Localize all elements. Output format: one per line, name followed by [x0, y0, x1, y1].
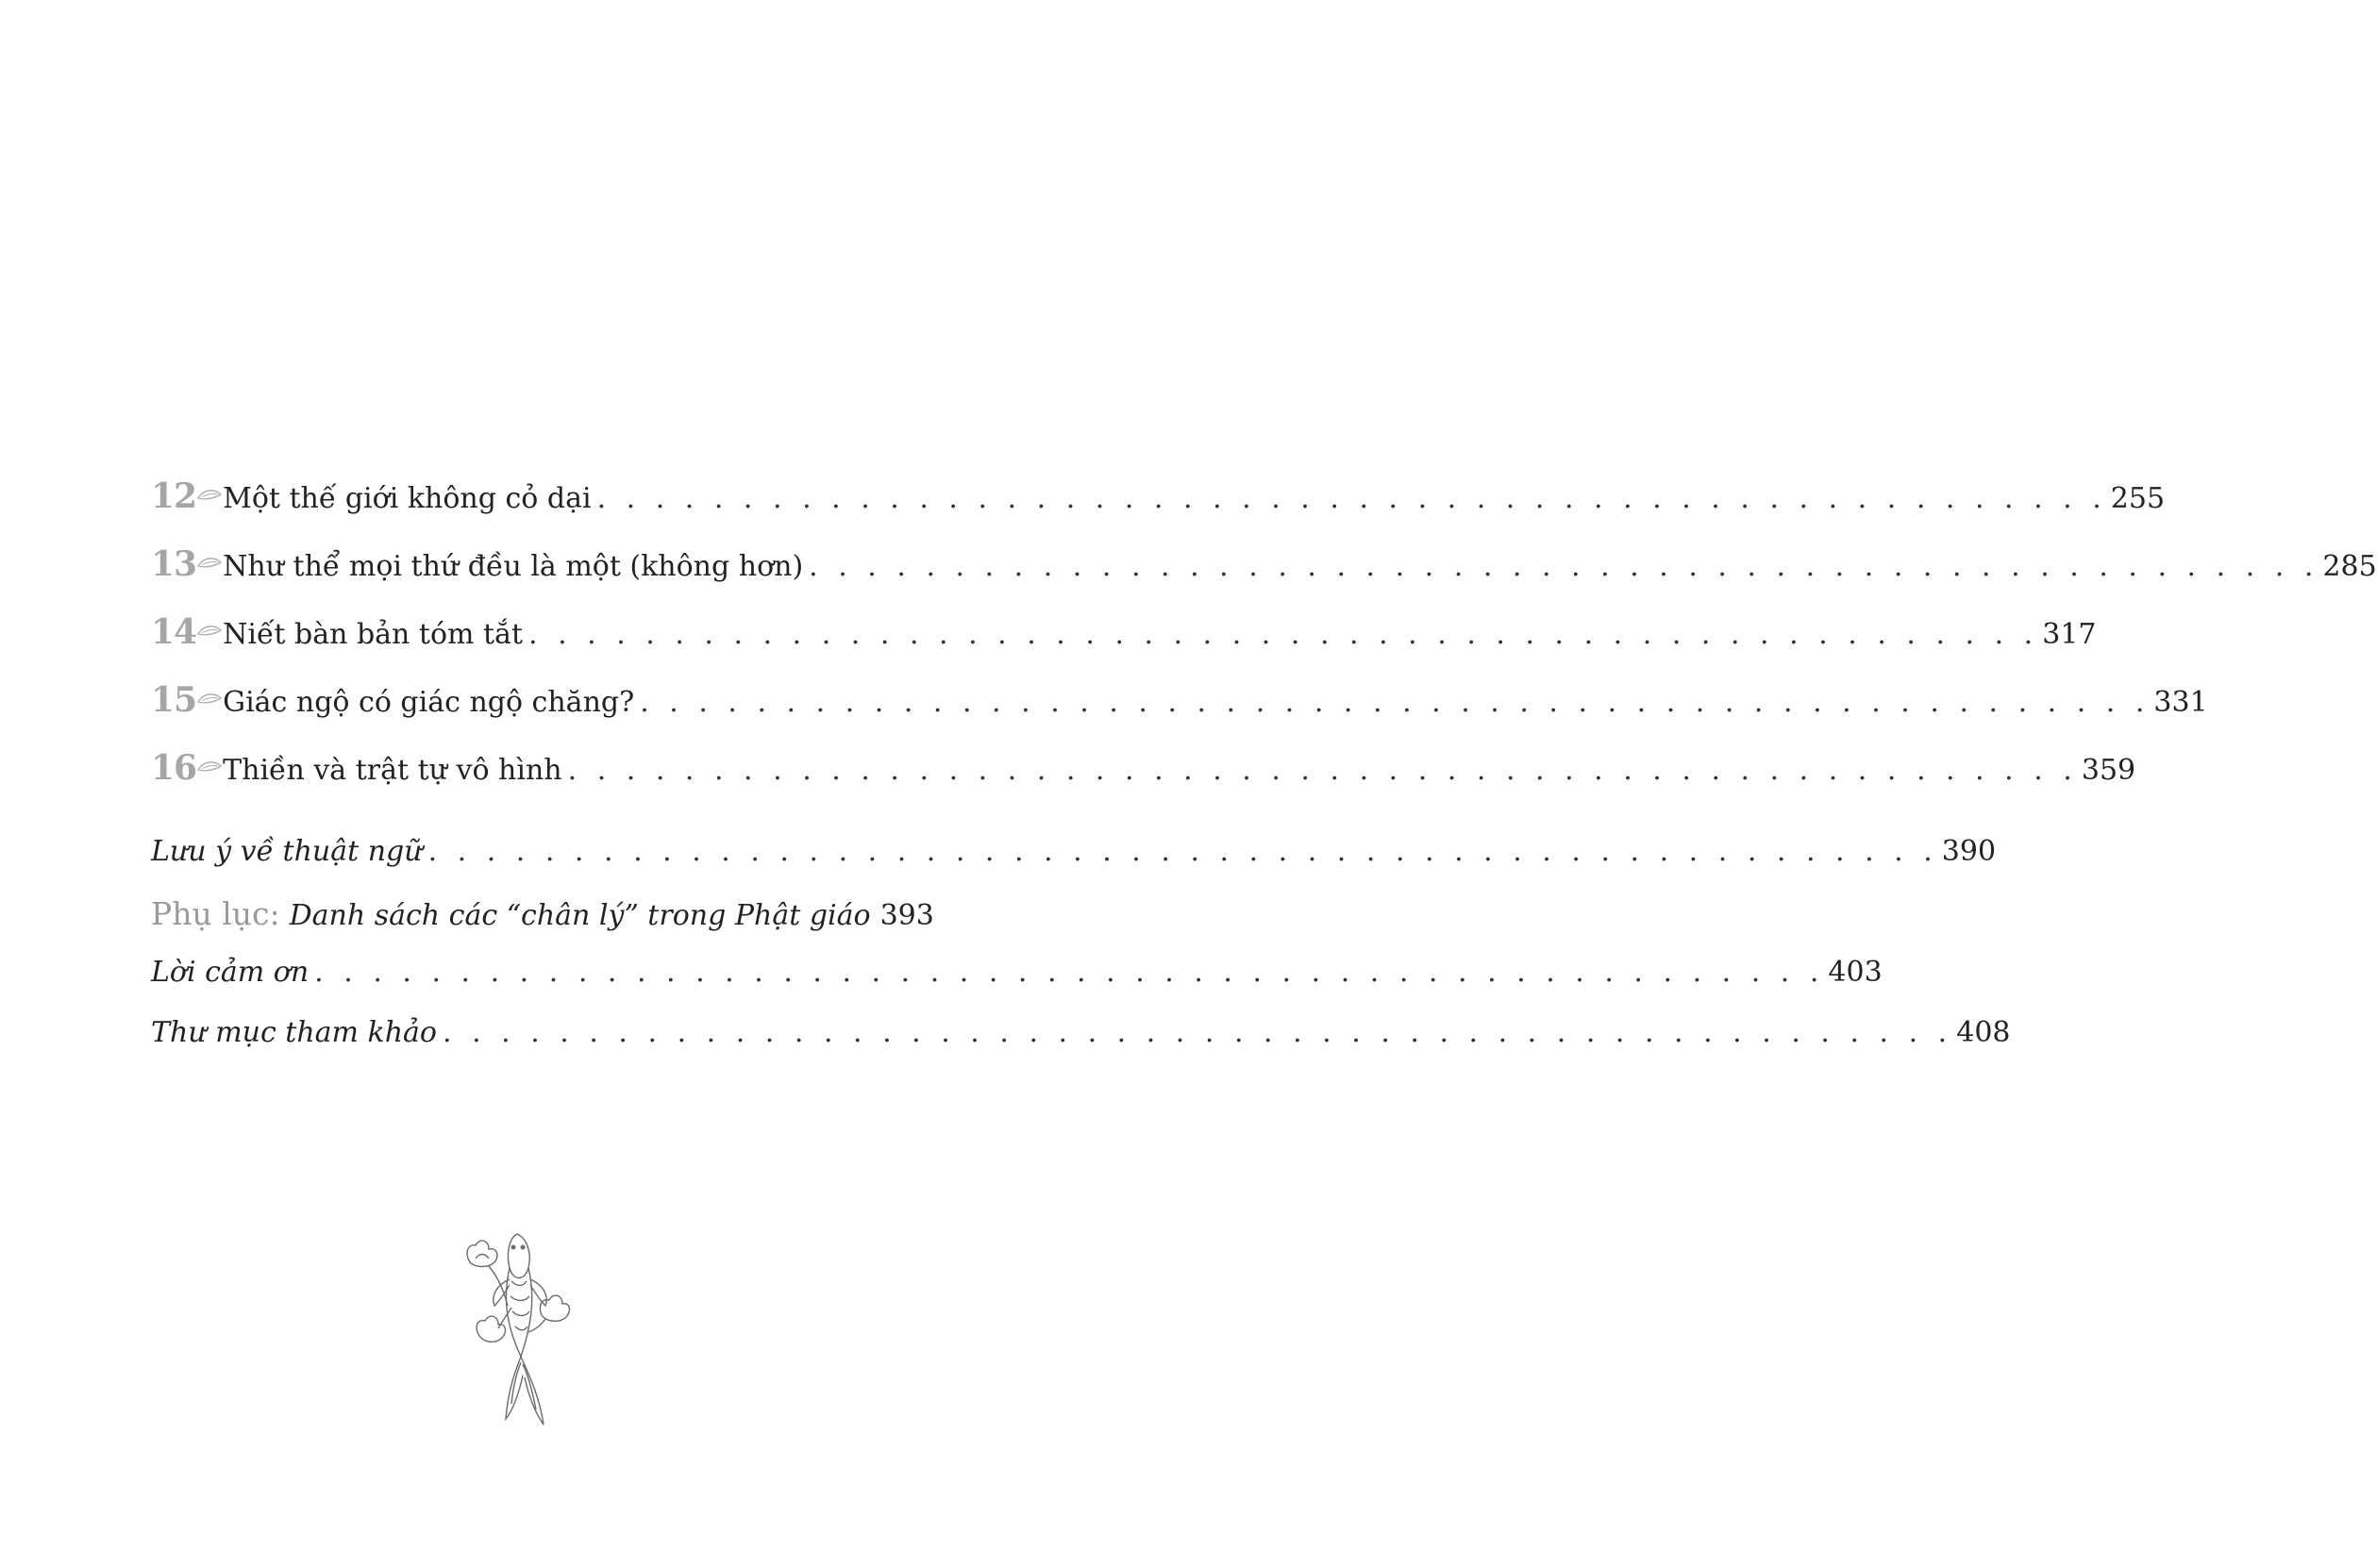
chapter-title: Giác ngộ có giác ngộ chăng?: [223, 686, 635, 719]
chapter-number: 15: [151, 680, 197, 720]
appendix-prefix: Phụ lục:: [151, 895, 280, 932]
toc-entry-terminology-note[interactable]: [151, 835, 1997, 895]
page-number: 285: [2322, 550, 2377, 583]
chapter-title: Niết bàn bản tóm tắt: [223, 618, 523, 651]
page-number: 390: [1941, 835, 1997, 868]
page-number: 359: [2081, 754, 2136, 787]
chapter-title: Một thế giới không cỏ dại: [223, 482, 592, 515]
toc-entry-chapter-12[interactable]: [151, 476, 2166, 544]
entry-title: Lời cảm ơn: [151, 956, 310, 989]
entry-title: Lưu ý về thuật ngữ: [151, 835, 423, 868]
dot-leader: . . . . . . . . . . . . . . . . . . . . . . . . . . . . . . . . . . . . . . . . . . . . . . . . . . . .: [596, 482, 2107, 515]
toc-entry-chapter-14[interactable]: [151, 612, 2097, 680]
leaf-ornament-icon: [196, 691, 223, 706]
back-matter-list: [151, 835, 2011, 1076]
table-of-contents: [151, 476, 2377, 816]
toc-entry-acknowledgements[interactable]: [151, 956, 1883, 1016]
leaf-ornament-icon: [196, 487, 223, 502]
page-number: 331: [2153, 686, 2208, 719]
page-number: 317: [2042, 618, 2097, 651]
dot-leader: . . . . . . . . . . . . . . . . . . . . . . . . . . . . . . . . . . . . . . . . . . . . . . . . . . . .: [427, 835, 1938, 868]
dot-leader: . . . . . . . . . . . . . . . . . . . . . . . . . . . . . . . . . . . . . . . . . . . . . . . . . . . .: [567, 754, 2078, 787]
leaf-ornament-icon: [196, 759, 223, 774]
entry-title: Thư mục tham khảo: [151, 1016, 437, 1049]
koi-fish-illustration: [451, 1225, 593, 1451]
chapter-number: 14: [151, 612, 197, 652]
leaf-ornament-icon: [196, 623, 223, 638]
chapter-number: 13: [151, 544, 197, 584]
dot-leader: . . . . . . . . . . . . . . . . . . . . . . . . . . . . . . . . . . . . . . . . . . . . . . . . . . . .: [314, 956, 1825, 989]
page-number: 393: [879, 899, 934, 932]
koi-lotus-icon: [451, 1225, 593, 1451]
page-number: 408: [1956, 1016, 2011, 1049]
toc-entry-chapter-13[interactable]: [151, 544, 2377, 612]
page-number: 255: [2110, 482, 2166, 515]
chapter-title: Như thể mọi thứ đều là một (không hơn): [223, 550, 804, 583]
dot-leader: . . . . . . . . . . . . . . . . . . . . . . . . . . . . . . . . . . . . . . . . . . . . . . . . . . . .: [809, 550, 2319, 583]
dot-leader: . . . . . . . . . . . . . . . . . . . . . . . . . . . . . . . . . . . . . . . . . . . . . . . . . . . .: [443, 1016, 1953, 1049]
toc-entry-bibliography[interactable]: [151, 1016, 2011, 1076]
page-number: 403: [1828, 956, 1883, 989]
chapter-title: Thiền và trật tự vô hình: [223, 754, 562, 787]
leaf-ornament-icon: [196, 555, 223, 570]
dot-leader: . . . . . . . . . . . . . . . . . . . . . . . . . . . . . . . . . . . . . . . . . . . . . . . . . . . .: [528, 618, 2039, 651]
chapter-number: 12: [151, 476, 197, 516]
entry-title: Danh sách các “chân lý” trong Phật giáo: [289, 899, 871, 932]
toc-entry-chapter-16[interactable]: [151, 748, 2136, 816]
toc-entry-chapter-15[interactable]: [151, 680, 2208, 748]
toc-entry-appendix[interactable]: [151, 895, 934, 956]
dot-leader: . . . . . . . . . . . . . . . . . . . . . . . . . . . . . . . . . . . . . . . . . . . . . . . . . . . .: [640, 686, 2151, 719]
chapter-number: 16: [151, 748, 197, 788]
